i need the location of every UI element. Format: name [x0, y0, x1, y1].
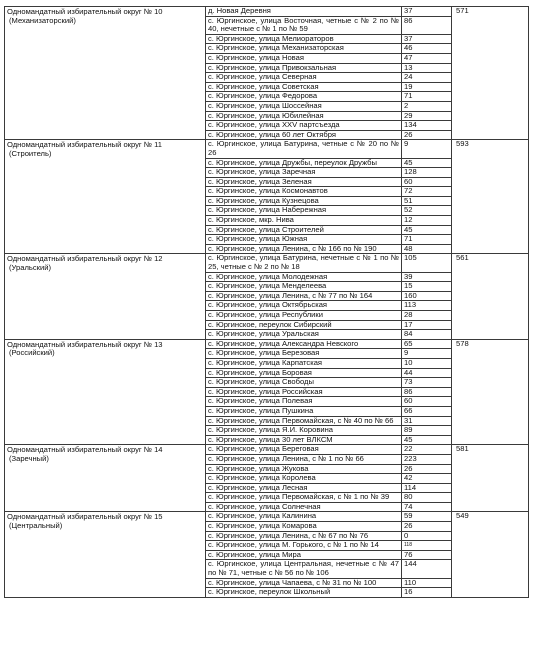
voter-count-cell: 114 — [402, 483, 452, 493]
voter-count-cell: 42 — [402, 474, 452, 484]
district-total-cell: 593 — [452, 140, 529, 254]
street-cell: с. Юргинское, улица Космонавтов — [206, 187, 402, 197]
voter-count-cell: 17 — [402, 320, 452, 330]
voter-count-cell: 31 — [402, 416, 452, 426]
voter-count-cell: 10 — [402, 358, 452, 368]
voter-count-cell: 76 — [402, 550, 452, 560]
street-cell: с. Юргинское, улица Шоссейная — [206, 101, 402, 111]
street-cell: с. Юргинское, улица Восточная, четные с № 2 по № 40, нечетные с № 1 по № 59 — [206, 16, 402, 34]
street-cell: с. Юргинское, улица Ленина, с № 77 по № 164 — [206, 291, 402, 301]
voter-count-cell: 15 — [402, 282, 452, 292]
voter-count-cell: 89 — [402, 426, 452, 436]
street-cell: с. Юргинское, улица Александра Невского — [206, 339, 402, 349]
district-alias: (Механизаторский) — [9, 15, 76, 25]
voter-count-cell: 47 — [402, 53, 452, 63]
table-row — [5, 512, 529, 522]
street-cell: с. Юргинское, улица Комарова — [206, 522, 402, 532]
district-alias: (Российский) — [9, 348, 55, 358]
street-cell: с. Юргинское, улица Южная — [206, 235, 402, 245]
voter-count-cell: 128 — [402, 168, 452, 178]
street-cell: с. Юргинское, улица Первомайская, с № 40 по № 66 — [206, 416, 402, 426]
street-cell: с. Юргинское, улица Батурина, нечетные с № 1 по № 25, четные с № 2 по № 18 — [206, 254, 402, 272]
street-cell: с. Юргинское, улица Мелиораторов — [206, 34, 402, 44]
district-total-cell: 549 — [452, 512, 529, 597]
voter-count-cell: 48 — [402, 244, 452, 254]
street-cell: с. Юргинское, улица Батурина, четные с № 20 по № 26 — [206, 140, 402, 158]
street-cell: с. Юргинское, улица Центральная, нечетные с № 47 по № 71, четные с № 56 по № 106 — [206, 560, 402, 578]
voter-count-cell: 26 — [402, 522, 452, 532]
voter-count-cell: 73 — [402, 378, 452, 388]
voter-count-cell: 65 — [402, 339, 452, 349]
voter-count-cell: 9 — [402, 140, 452, 158]
street-cell: с. Юргинское, переулок Сибирский — [206, 320, 402, 330]
voter-count-cell: 80 — [402, 493, 452, 503]
street-cell: с. Юргинское, улица Юбилейная — [206, 111, 402, 121]
district-total-cell: 571 — [452, 7, 529, 140]
street-cell: с. Юргинское, улица Полевая — [206, 397, 402, 407]
street-cell: с. Юргинское, улица Менделеева — [206, 282, 402, 292]
street-cell: с. Юргинское, улица Зеленая — [206, 177, 402, 187]
voter-count-cell: 45 — [402, 225, 452, 235]
voter-count-cell: 45 — [402, 435, 452, 445]
street-cell: с. Юргинское, улица Пушкина — [206, 406, 402, 416]
voter-count-cell: 134 — [402, 121, 452, 131]
street-cell: с. Юргинское, улица Березовая — [206, 349, 402, 359]
voter-count-cell: 113 — [402, 301, 452, 311]
street-cell: с. Юргинское, улица Ленина, с № 166 по № 190 — [206, 244, 402, 254]
voter-count-cell: 71 — [402, 92, 452, 102]
voter-count-cell: 26 — [402, 464, 452, 474]
street-cell: с. Юргинское, улица Кузнецова — [206, 196, 402, 206]
voter-count-cell: 16 — [402, 588, 452, 598]
street-cell: с. Юргинское, улица Набережная — [206, 206, 402, 216]
table-row — [5, 140, 529, 158]
district-cell — [5, 254, 206, 339]
street-cell: с. Юргинское, улица Чапаева, с № 31 по № 100 — [206, 578, 402, 588]
voter-count-cell: 66 — [402, 406, 452, 416]
district-name: Одномандатный избирательный округ № 13 — [7, 339, 163, 349]
district-name: Одномандатный избирательный округ № 12 — [7, 254, 163, 264]
district-cell — [5, 7, 206, 140]
voter-count-cell: 44 — [402, 368, 452, 378]
voter-count-cell: 13 — [402, 63, 452, 73]
document-page — [4, 6, 529, 598]
district-alias: (Строитель) — [9, 148, 52, 158]
district-name: Одномандатный избирательный округ № 14 — [7, 445, 163, 455]
street-cell: с. Юргинское, улица Свободы — [206, 378, 402, 388]
street-cell: с. Юргинское, улица Уральская — [206, 330, 402, 340]
street-cell: с. Юргинское, улица Российская — [206, 387, 402, 397]
voter-count-cell: 51 — [402, 196, 452, 206]
district-total-cell: 561 — [452, 254, 529, 339]
street-cell: с. Юргинское, улица Жукова — [206, 464, 402, 474]
voter-count-cell: 105 — [402, 254, 452, 272]
street-cell: с. Юргинское, улица Королева — [206, 474, 402, 484]
voter-count-cell: 19 — [402, 82, 452, 92]
street-cell: с. Юргинское, улица Мира — [206, 550, 402, 560]
street-cell: с. Юргинское, улица Строителей — [206, 225, 402, 235]
table-row — [5, 7, 529, 17]
district-alias: (Заречный) — [9, 453, 49, 463]
street-cell: с. Юргинское, улица Новая — [206, 53, 402, 63]
street-cell: с. Юргинское, улица 30 лет ВЛКСМ — [206, 435, 402, 445]
voter-count-cell: 22 — [402, 445, 452, 455]
voter-count-cell: 0 — [402, 531, 452, 541]
street-cell: с. Юргинское, улица Октябрьская — [206, 301, 402, 311]
voter-count-cell: 37 — [402, 7, 452, 17]
voter-count-cell: 223 — [402, 454, 452, 464]
district-cell — [5, 339, 206, 445]
voter-count-cell: 46 — [402, 44, 452, 54]
street-cell: с. Юргинское, улица Федорова — [206, 92, 402, 102]
voter-count-cell: 59 — [402, 512, 452, 522]
voter-count-cell: 110 — [402, 578, 452, 588]
street-cell: с. Юргинское, улица Калинина — [206, 512, 402, 522]
street-cell: с. Юргинское, улица Я.И. Коровина — [206, 426, 402, 436]
voter-count-cell: 86 — [402, 387, 452, 397]
street-cell: с. Юргинское, мкр. Нива — [206, 216, 402, 226]
street-cell: с. Юргинское, улица Береговая — [206, 445, 402, 455]
district-table — [4, 6, 529, 598]
street-cell: с. Юргинское, улица Механизаторская — [206, 44, 402, 54]
district-cell — [5, 445, 206, 512]
table-row — [5, 445, 529, 455]
voter-count-cell: 84 — [402, 330, 452, 340]
voter-count-cell: 60 — [402, 397, 452, 407]
street-cell: с. Юргинское, улица 60 лет Октября — [206, 130, 402, 140]
voter-count-cell: 2 — [402, 101, 452, 111]
street-cell: с. Юргинское, улица Лесная — [206, 483, 402, 493]
voter-count-cell: 26 — [402, 130, 452, 140]
street-cell: с. Юргинское, улица Карпатская — [206, 358, 402, 368]
voter-count-cell: 9 — [402, 349, 452, 359]
district-table-body — [5, 7, 529, 598]
voter-count-cell: 71 — [402, 235, 452, 245]
district-alias: (Уральский) — [9, 263, 51, 273]
district-name: Одномандатный избирательный округ № 15 — [7, 512, 163, 522]
street-cell: д. Новая Деревня — [206, 7, 402, 17]
voter-count-cell: 144 — [402, 560, 452, 578]
street-cell: с. Юргинское, улица XXV партсъезда — [206, 121, 402, 131]
voter-count-cell: 74 — [402, 502, 452, 512]
district-name: Одномандатный избирательный округ № 11 — [7, 140, 162, 150]
voter-count-cell: 29 — [402, 111, 452, 121]
voter-count-cell: 52 — [402, 206, 452, 216]
street-cell: с. Юргинское, улица Заречная — [206, 168, 402, 178]
street-cell: с. Юргинское, улица Ленина, с № 1 по № 66 — [206, 454, 402, 464]
street-cell: с. Юргинское, улица Привокзальная — [206, 63, 402, 73]
voter-count-cell — [402, 541, 452, 551]
street-cell: с. Юргинское, улица Солнечная — [206, 502, 402, 512]
street-cell: с. Юргинское, переулок Школьный — [206, 588, 402, 598]
voter-count-cell: 28 — [402, 311, 452, 321]
district-total-cell: 581 — [452, 445, 529, 512]
street-cell: с. Юргинское, улица Дружбы, переулок Дружбы — [206, 158, 402, 168]
table-row — [5, 254, 529, 272]
district-cell — [5, 140, 206, 254]
district-alias: (Центральный) — [9, 521, 63, 531]
district-total-cell: 578 — [452, 339, 529, 445]
street-cell: с. Юргинское, улица Первомайская, с № 1 по № 39 — [206, 493, 402, 503]
street-cell: с. Юргинское, улица Боровая — [206, 368, 402, 378]
voter-count-cell: 12 — [402, 216, 452, 226]
district-name: Одномандатный избирательный округ № 10 — [7, 7, 163, 16]
street-cell: с. Юргинское, улица Республики — [206, 311, 402, 321]
voter-count-cell: 160 — [402, 291, 452, 301]
voter-count-cell: 39 — [402, 272, 452, 282]
street-cell: с. Юргинское, улица Молодежная — [206, 272, 402, 282]
voter-count-small: 118 — [404, 542, 412, 549]
street-cell: с. Юргинское, улица М. Горького, с № 1 по № 14 — [206, 541, 402, 551]
street-cell: с. Юргинское, улица Советская — [206, 82, 402, 92]
street-cell: с. Юргинское, улица Северная — [206, 73, 402, 83]
street-cell: с. Юргинское, улица Ленина, с № 67 по № 76 — [206, 531, 402, 541]
voter-count-cell: 72 — [402, 187, 452, 197]
voter-count-cell: 86 — [402, 16, 452, 34]
voter-count-cell: 60 — [402, 177, 452, 187]
voter-count-cell: 24 — [402, 73, 452, 83]
voter-count-cell: 37 — [402, 34, 452, 44]
district-cell — [5, 512, 206, 597]
voter-count-cell: 45 — [402, 158, 452, 168]
table-row — [5, 339, 529, 349]
